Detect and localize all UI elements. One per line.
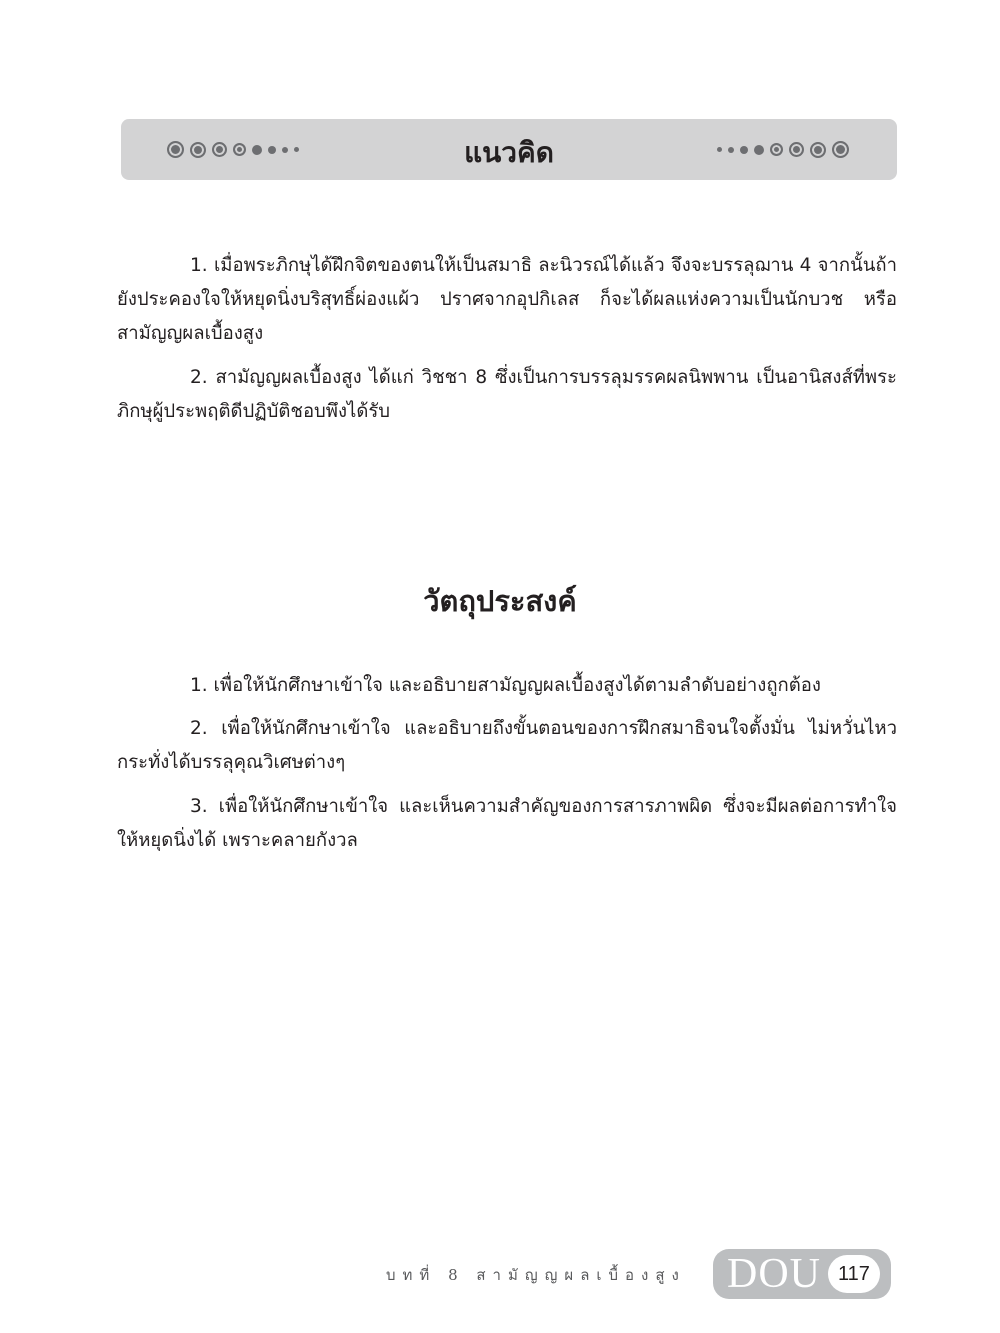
concept-text: เมื่อพระภิกษุได้ฝึกจิตของตนให้เป็นสมาธิ ละนิวรณ์ได้แล้ว จึงจะบรรลุฌาน 4 จากนั้นถ้ายังประคองใจให้หยุดนิ่งบริสุทธิ์ผ่องแผ้ว ปราศจากอุปกิเลส ก็จะได้ผลแห่งความเป็นนักบวช หรือสามัญญผลเบื้องสูง (117, 255, 897, 344)
objective-number: 2. (190, 718, 208, 739)
page-number: 117 (828, 1255, 880, 1293)
objective-text: เพื่อให้นักศึกษาเข้าใจ และอธิบายถึงขั้นตอนของการฝึกสมาธิจนใจตั้งมั่น ไม่หวั่นไหว กระทั่งได้บรรลุคุณวิเศษต่างๆ (117, 718, 897, 773)
footer-chapter-title: บทที่ 8 สามัญญผลเบื้องสูง (386, 1266, 686, 1284)
objective-paragraph (117, 669, 897, 703)
dot-icon (810, 142, 826, 158)
concept-text: สามัญญผลเบื้องสูง ได้แก่ วิชชา 8 ซึ่งเป็นการบรรลุมรรคผลนิพพาน เป็นอานิสงส์ที่พระภิกษุผู้ประพฤติดีปฏิบัติชอบพึงได้รับ (117, 367, 897, 422)
objective-paragraph (117, 712, 897, 780)
dot-icon (789, 142, 804, 157)
objective-text: เพื่อให้นักศึกษาเข้าใจ และเห็นความสำคัญของการสารภาพผิด ซึ่งจะมีผลต่อการทำใจให้หยุดนิ่งได้ เพราะคลายกังวล (117, 796, 897, 851)
dot-icon (740, 146, 748, 154)
objectives-heading: วัตถุประสงค์ (423, 584, 577, 618)
dot-icon (832, 141, 849, 158)
decorative-dots-right (717, 119, 849, 180)
dot-icon (754, 145, 764, 155)
concept-paragraph (117, 361, 897, 429)
objective-paragraph (117, 790, 897, 858)
objective-text: เพื่อให้นักศึกษาเข้าใจ และอธิบายสามัญญผลเบื้องสูงได้ตามลำดับอย่างถูกต้อง (213, 675, 821, 696)
objective-number: 3. (190, 796, 208, 817)
objective-number: 1. (190, 675, 208, 696)
section-title: แนวคิด (464, 136, 554, 169)
dot-icon (728, 147, 734, 153)
concept-number: 1. (190, 255, 208, 276)
section-banner (121, 119, 897, 180)
footer-badge (713, 1249, 891, 1299)
concept-number: 2. (190, 367, 208, 388)
concept-paragraph (117, 249, 897, 351)
dou-logo: DOU (727, 1251, 821, 1297)
page-footer (380, 1249, 900, 1301)
dot-icon (770, 143, 783, 156)
dot-icon (717, 147, 722, 152)
